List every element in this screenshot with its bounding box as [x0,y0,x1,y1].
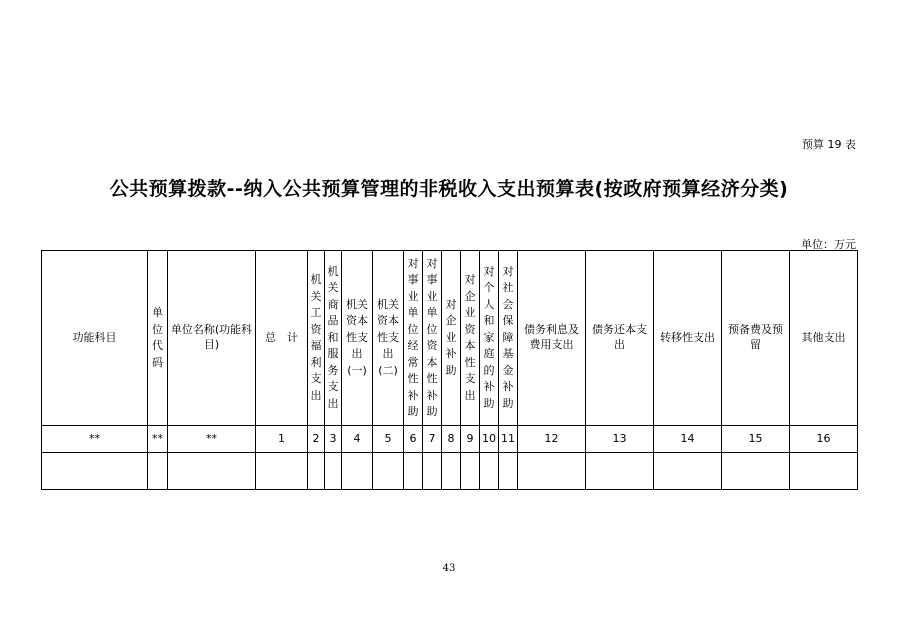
header-unit-code-label: 单位代码 [152,306,163,369]
data-cell [168,453,256,490]
data-cell [518,453,586,490]
index-cell: 1 [256,426,308,453]
form-number: 预算 19 表 [802,138,856,151]
index-cell: 15 [722,426,790,453]
data-cell [654,453,722,490]
data-cell [404,453,423,490]
header-total: 总 计 [256,251,308,426]
header-row [42,251,858,426]
header-col-2-label: 机关工资福利支出 [310,273,322,402]
index-cell: 12 [518,426,586,453]
unit-label: 单位：万元 [801,238,856,251]
header-col-7-label: 对事业单位资本性补助 [426,256,438,418]
header-col-6 [404,251,423,426]
header-col-14: 转移性支出 [654,251,722,426]
index-cell: 8 [442,426,461,453]
data-cell [722,453,790,490]
header-col-13: 债务还本支出 [586,251,654,426]
index-cell: 3 [325,426,342,453]
header-unit-code [148,251,168,426]
header-col-4 [342,251,373,426]
header-col-3 [325,251,342,426]
index-cell: 7 [423,426,442,453]
data-cell [342,453,373,490]
header-col-5 [373,251,404,426]
header-col-15: 预备费及预留 [722,251,790,426]
data-cell [256,453,308,490]
index-cell: 9 [461,426,480,453]
header-col-3-label: 机关商品和服务支出 [327,264,339,410]
index-cell: 2 [308,426,325,453]
index-cell: ** [148,426,168,453]
index-row [42,426,858,453]
index-cell: 11 [499,426,518,453]
data-cell [42,453,148,490]
index-cell: 14 [654,426,722,453]
header-col-11-label: 对社会保障基金补助 [502,264,514,410]
header-col-5-label: 机关资本性支出(二) [377,297,399,377]
budget-table [41,250,858,490]
page-title: 公共预算拨款--纳入公共预算管理的非税收入支出预算表(按政府预算经济分类) [109,178,789,200]
index-cell: 10 [480,426,499,453]
index-cell: 16 [790,426,858,453]
data-cell [423,453,442,490]
data-cell [442,453,461,490]
page-number: 43 [442,563,456,574]
index-cell: 13 [586,426,654,453]
data-cell [790,453,858,490]
index-cell: ** [168,426,256,453]
header-col-8 [442,251,461,426]
header-col-7 [423,251,442,426]
header-col-2 [308,251,325,426]
data-cell [373,453,404,490]
empty-data-row [42,453,858,490]
header-col-6-label: 对事业单位经常性补助 [407,256,419,418]
index-cell: 6 [404,426,423,453]
data-cell [308,453,325,490]
header-col-9 [461,251,480,426]
header-col-10 [480,251,499,426]
header-col-16: 其他支出 [790,251,858,426]
header-col-12: 债务利息及费用支出 [518,251,586,426]
header-col-11 [499,251,518,426]
header-col-8-label: 对企业补助 [445,297,457,377]
header-col-10-label: 对个人和家庭的补助 [483,264,495,410]
data-cell [480,453,499,490]
header-unit-name: 单位名称(功能科目) [168,251,256,426]
header-col-4-label: 机关资本性支出(一) [346,297,368,377]
header-func-subject: 功能科目 [42,251,148,426]
data-cell [499,453,518,490]
index-cell: ** [42,426,148,453]
data-cell [461,453,480,490]
header-col-9-label: 对企业资本性支出 [464,273,476,402]
index-cell: 4 [342,426,373,453]
index-cell: 5 [373,426,404,453]
data-cell [148,453,168,490]
data-cell [586,453,654,490]
data-cell [325,453,342,490]
